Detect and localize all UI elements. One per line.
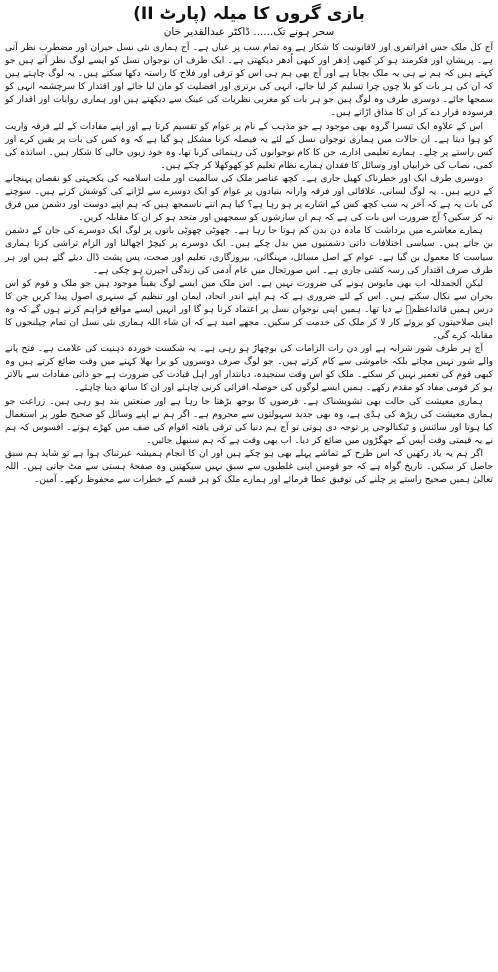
article-paragraph: لیکن اَلحمدللہ اب بھی مایوس ہونے کی ضرورت نہیں ہے۔ اس ملک میں ایسے لوگ یقیناً موجود ہیں جو ملک و قوم کو اس بحران سے نکال سکتے ہیں۔ اس کے لئے ضروری ہے کہ ہم اپنے اندر اتحاد، ایمان اور تنظیم کے سنہری اصول پیدا کریں جن کا درس ہمیں قائداعظمؒ نے دیا تھا۔ ہمیں اپنی نوجوان نسل پر اعتماد کرنا ہو گا اور انہیں ایسے مواقع فراہم کرنے ہوں گے کہ وہ اپنی صلاحیتوں کو بروئے کار لا کر ملک کی خدمت کر سکیں۔ مجھے امید ہے کہ ان شاء اللہ ہماری نئی نسل ان تمام چیلنجوں کا مقابلہ کرے گی۔ (5, 278, 493, 342)
article-paragraph: آج کل ملک جس افراتفری اور لاقانونیت کا شکار ہے وہ تمام سب پر عیاں ہے۔ آج ہماری نئی نسل حیران اور مضطرب نظر آتی ہے۔ پریشان اور فکرمند ہو کر کبھی اِدھر اور کبھی اُدھر دیکھتی ہے۔ ایک طرف ان نوجوان نسل کو ایسے لوگ نظر آتے ہیں جو کہتے ہیں کہ ہم نے ہی یہ ملک بچایا ہے اور آج بھی ہم ہی اس کو ترقی اور فلاح کا راستہ دکھا سکتے ہیں۔ یہ لوگ چاہتے ہیں کہ ان کی ہر بات کو بلا چوں چرا تسلیم کر لیا جائے، انہی کی برتری اور افضلیت کو مان لیا جائے اور اقتدار کا سرچشمہ انہی کو سمجھا جائے۔ دوسری طرف وہ لوگ ہیں جو ہر بات کو مغربی نظریات کی عینک سے دیکھتے ہیں اور ہماری روایات اور اقدار کو فرسودہ قرار دے کر ان کا مذاق اڑاتے ہیں۔ (5, 43, 493, 119)
article-paragraph: دوسری طرف ایک اور خطرناک کھیل جاری ہے۔ کچھ عناصر ملک کی سالمیت اور ملت اسلامیہ کی یکجہتی کو نقصان پہنچانے کے درپے ہیں۔ یہ لوگ لسانی، علاقائی اور فرقہ وارانہ بنیادوں پر عوام کو ایک دوسرے سے لڑانے کی کوشش کرتے ہیں۔ سوچنے کی بات یہ ہے کہ آخر یہ سب کچھ کس کے اشارے پر ہو رہا ہے؟ کیا ہم اتنے ناسمجھ ہیں کہ ہم اپنے دوست اور دشمن میں فرق نہ کر سکیں؟ آج ضرورت اس بات کی ہے کہ ہم ان سازشوں کو سمجھیں اور متحد ہو کر ان کا مقابلہ کریں۔ (5, 173, 493, 224)
article-paragraph: ہمارے معاشرے میں برداشت کا مادہ دن بدن کم ہوتا جا رہا ہے۔ چھوٹی چھوٹی باتوں پر لوگ ایک دوسرے کی جان کے دشمن بن جاتے ہیں۔ سیاسی اختلافات ذاتی دشمنیوں میں بدل چکے ہیں۔ ایک دوسرے پر کیچڑ اچھالنا اور الزام تراشی کرنا ہماری سیاست کا معمول بن گیا ہے۔ عوام کے اصل مسائل، مہنگائی، بیروزگاری، تعلیم اور صحت، پس پشت ڈال دیئے گئے ہیں اور ہر طرف صرف اقتدار کی رسہ کشی جاری ہے۔ اس صورتحال میں عام آدمی کی زندگی اجیرن ہو چکی ہے۔ (5, 226, 493, 276)
article-paragraph: اگر ہم یہ یاد رکھیں کہ اس طرح کے تماشے پہلے بھی ہو چکے ہیں اور ان کا انجام ہمیشہ عبرتناک ہوا ہے تو شاید ہم سبق حاصل کر سکیں۔ تاریخ گواہ ہے کہ جو قومیں اپنی غلطیوں سے سبق نہیں سیکھتیں وہ صفحۂ ہستی سے مٹ جاتی ہیں۔ اللہ تعالیٰ ہمیں صحیح راستے پر چلنے کی توفیق عطا فرمائے اور ہمارے ملک کو ہر قسم کے خطرات سے محفوظ رکھے۔ آمین۔ (5, 448, 493, 486)
article-title: بازی گروں کا میلہ (پارٹ II) (133, 4, 365, 24)
article-paragraph: اس کے علاوہ ایک تیسرا گروہ بھی موجود ہے جو مذہب کے نام پر عوام کو تقسیم کرتا ہے اور اپنے مفادات کے لئے فرقہ واریت کو ہوا دیتا ہے۔ ان حالات میں ہماری نوجوان نسل کے لئے یہ فیصلہ کرنا مشکل ہو گیا ہے کہ وہ کس کی بات پر یقین کرے اور کس راستے پر چلے۔ ہمارے تعلیمی ادارے، جن کا کام نوجوانوں کی رہنمائی کرنا تھا، وہ خود زبوں حالی کا شکار ہیں۔ اساتذہ کی کمی، نصاب کی خرابیاں اور وسائل کا فقدان ہمارے نظام تعلیم کو کھوکھلا کر چکے ہیں۔ (5, 121, 493, 171)
article-byline: سحر ہونے تک...... ڈاکٹر عبدالقدیر خان (163, 26, 335, 38)
article-paragraph: آج ہر طرف شور شرابہ ہے اور دن رات الزامات کی بوچھاڑ ہو رہی ہے۔ یہ شکست خوردہ ذہنیت کی علامت ہے۔ فتح پانے والے شور نہیں مچاتے بلکہ خاموشی سے کام کرتے ہیں۔ جو لوگ صرف دوسروں کو برا بھلا کہنے میں وقت ضائع کرتے ہیں وہ کبھی قوم کی تعمیر نہیں کر سکتے۔ ملک کو اس وقت سنجیدہ، دیانتدار اور اہل قیادت کی ضرورت ہے جو ذاتی مفادات سے بالاتر ہو کر قومی مفاد کو مقدم رکھے۔ ہمیں ایسے لوگوں کی حوصلہ افزائی کرنی چاہئے اور ان کا ساتھ دینا چاہئے۔ (5, 344, 493, 394)
article-body (5, 42, 493, 487)
article-paragraph: ہماری معیشت کی حالت بھی تشویشناک ہے۔ قرضوں کا بوجھ بڑھتا جا رہا ہے اور صنعتیں بند ہو رہی ہیں۔ زراعت جو ہماری معیشت کی ریڑھ کی ہڈی ہے، وہ بھی جدید سہولتوں سے محروم ہے۔ اگر ہم نے اپنے وسائل کو صحیح طور پر استعمال کیا ہوتا اور سائنس و ٹیکنالوجی پر توجہ دی ہوتی تو آج ہم دنیا کی ترقی یافتہ اقوام کی صف میں کھڑے ہوتے۔ افسوس کہ ہم نے یہ قیمتی وقت آپس کے جھگڑوں میں ضائع کر دیا۔ اب بھی وقت ہے کہ ہم سنبھل جائیں۔ (5, 396, 493, 446)
